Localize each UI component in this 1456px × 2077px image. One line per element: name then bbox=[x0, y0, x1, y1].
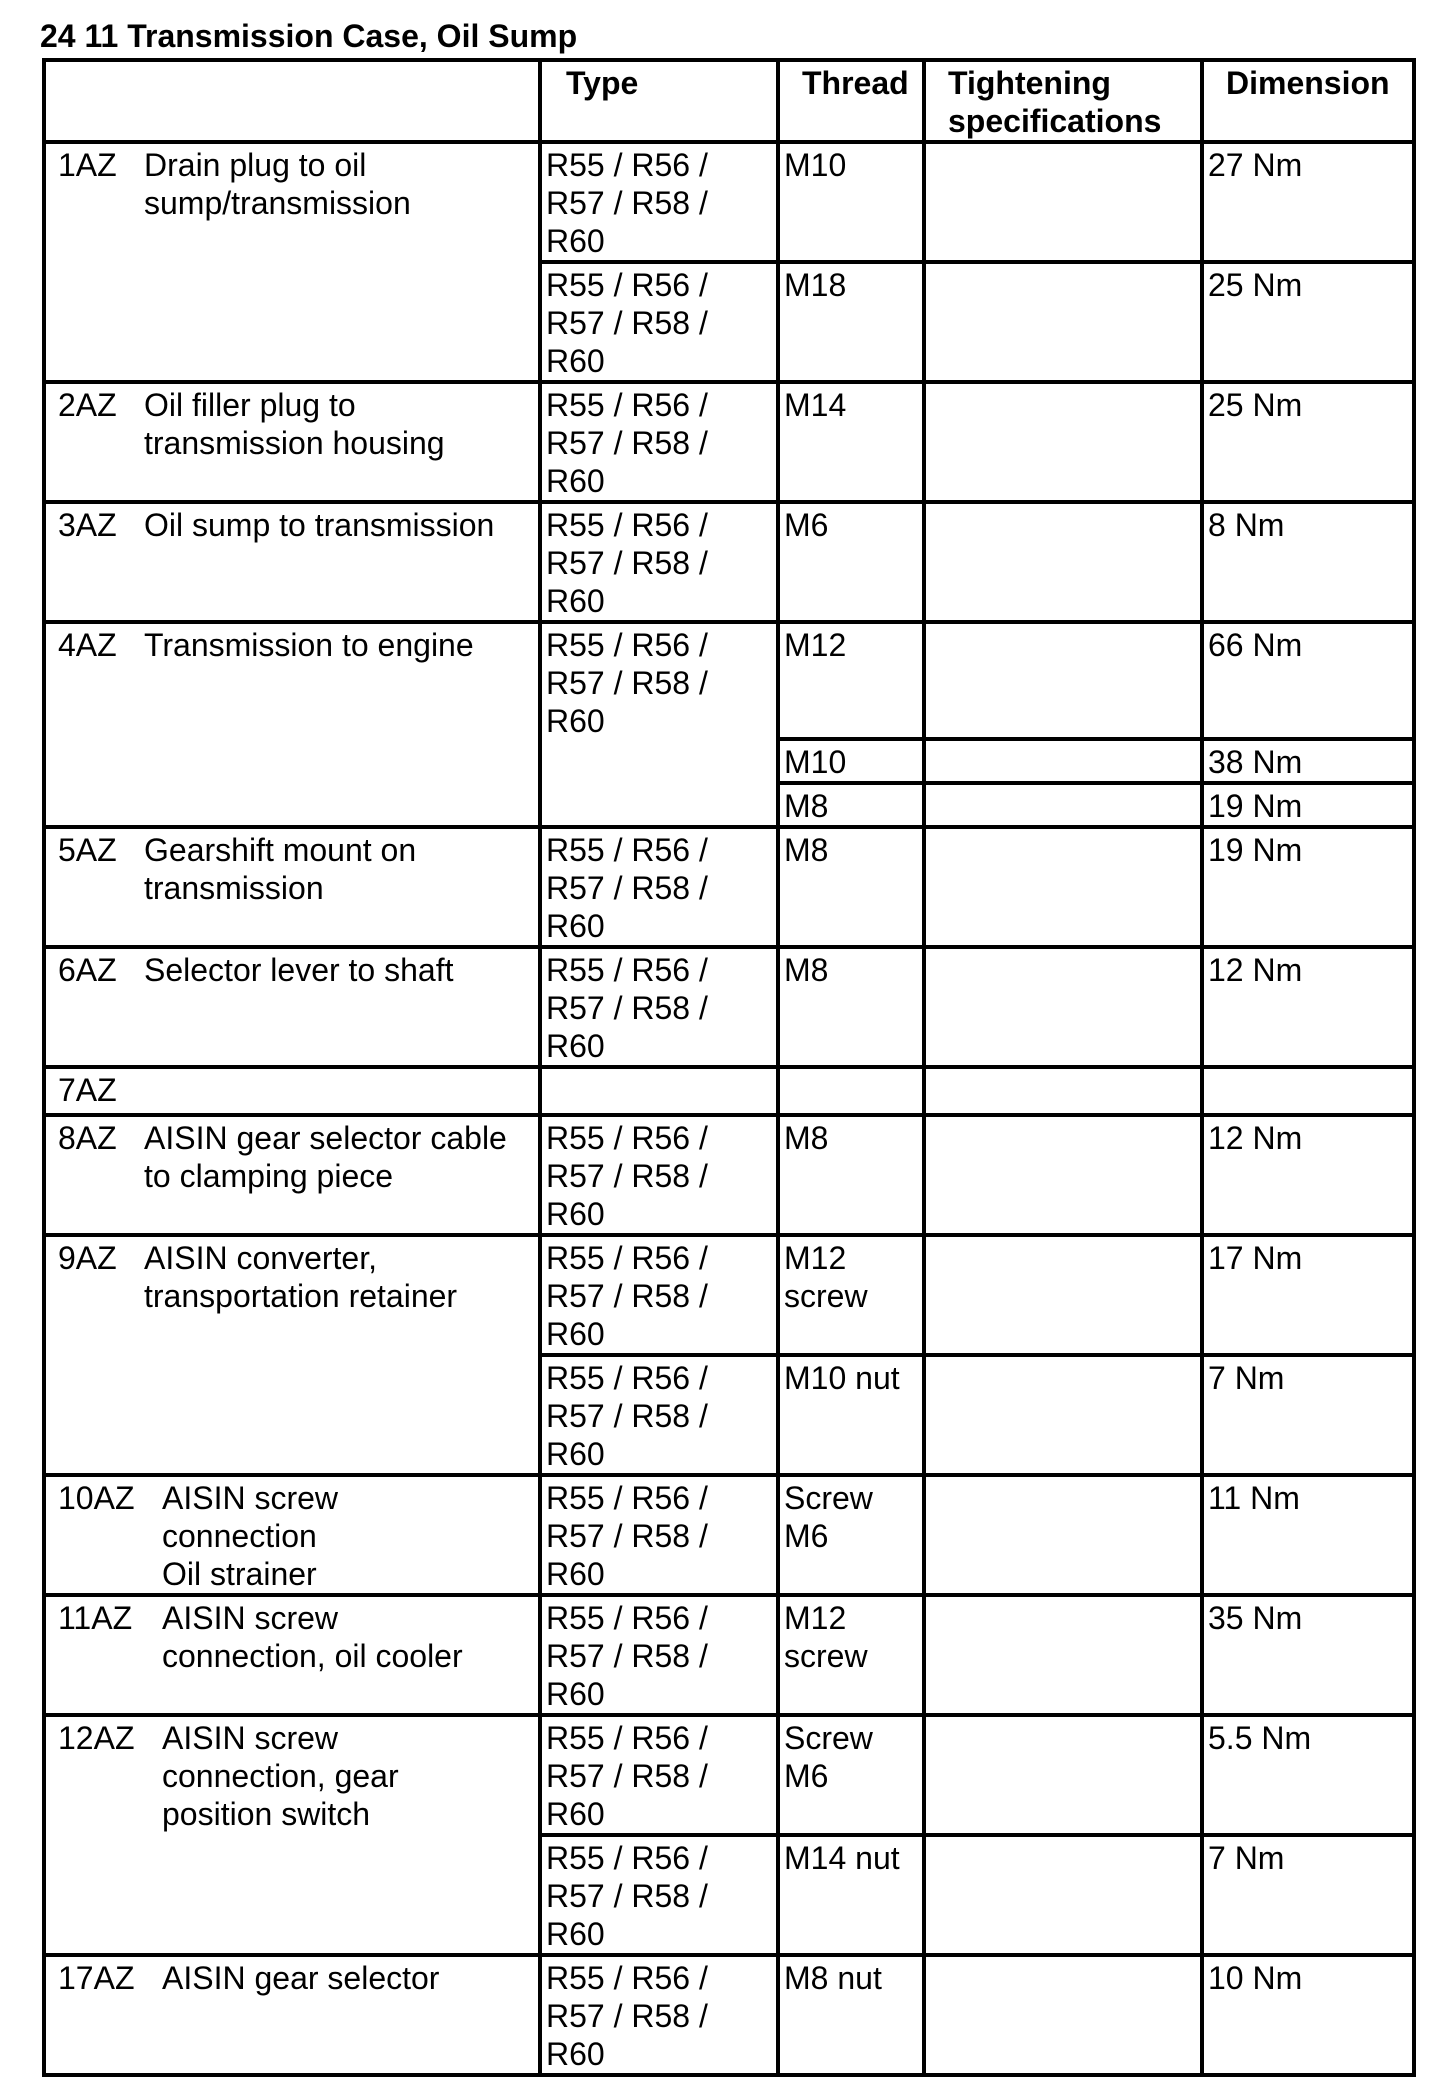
dimension-cell: 10 Nm bbox=[1202, 1955, 1414, 2075]
item-cell: 1AZ Drain plug to oil sump/transmission bbox=[44, 142, 540, 382]
item-cell: 10AZ AISIN screw connection Oil strainer bbox=[44, 1475, 540, 1595]
type-cell: R55 / R56 / R57 / R58 / R60 bbox=[540, 382, 778, 502]
tightening-cell bbox=[924, 262, 1202, 382]
dimension-cell: 25 Nm bbox=[1202, 382, 1414, 502]
thread-cell: M8 nut bbox=[778, 1955, 924, 2075]
table-row bbox=[44, 382, 1414, 502]
thread-cell: M8 bbox=[778, 947, 924, 1067]
dimension-cell: 38 Nm bbox=[1202, 739, 1414, 783]
header-type: Type bbox=[540, 60, 778, 142]
dimension-cell: 5.5 Nm bbox=[1202, 1715, 1414, 1835]
tightening-cell bbox=[924, 739, 1202, 783]
tightening-cell bbox=[924, 1115, 1202, 1235]
tightening-cell bbox=[924, 622, 1202, 739]
item-cell: 9AZ AISIN converter, transportation retainer bbox=[44, 1235, 540, 1475]
type-cell: R55 / R56 / R57 / R58 / R60 bbox=[540, 1835, 778, 1955]
dimension-cell bbox=[1202, 1067, 1414, 1115]
thread-cell: M14 bbox=[778, 382, 924, 502]
type-cell: R55 / R56 / R57 / R58 / R60 bbox=[540, 1955, 778, 2075]
item-cell: 12AZ AISIN screw connection, gear position switch bbox=[44, 1715, 540, 1955]
tightening-cell bbox=[924, 1955, 1202, 2075]
header-dimension: Dimension bbox=[1202, 60, 1414, 142]
type-cell: R55 / R56 / R57 / R58 / R60 bbox=[540, 262, 778, 382]
thread-cell: M8 bbox=[778, 1115, 924, 1235]
table-row bbox=[44, 1115, 1414, 1235]
thread-cell: Screw M6 bbox=[778, 1715, 924, 1835]
item-cell: 7AZ bbox=[44, 1067, 540, 1115]
tightening-cell bbox=[924, 382, 1202, 502]
thread-cell: M18 bbox=[778, 262, 924, 382]
torque-spec-table bbox=[42, 58, 1416, 2077]
type-cell: R55 / R56 / R57 / R58 / R60 bbox=[540, 947, 778, 1067]
dimension-cell: 12 Nm bbox=[1202, 1115, 1414, 1235]
type-cell: R55 / R56 / R57 / R58 / R60 bbox=[540, 827, 778, 947]
type-cell: R55 / R56 / R57 / R58 / R60 bbox=[540, 622, 778, 827]
dimension-cell: 66 Nm bbox=[1202, 622, 1414, 739]
header-row bbox=[44, 60, 1414, 142]
dimension-cell: 27 Nm bbox=[1202, 142, 1414, 262]
thread-cell: M12 screw bbox=[778, 1595, 924, 1715]
thread-cell: M6 bbox=[778, 502, 924, 622]
item-cell: 4AZ Transmission to engine bbox=[44, 622, 540, 827]
header-thread: Thread bbox=[778, 60, 924, 142]
tightening-cell bbox=[924, 1475, 1202, 1595]
type-cell: R55 / R56 / R57 / R58 / R60 bbox=[540, 1115, 778, 1235]
dimension-cell: 7 Nm bbox=[1202, 1835, 1414, 1955]
dimension-cell: 12 Nm bbox=[1202, 947, 1414, 1067]
tightening-cell bbox=[924, 947, 1202, 1067]
type-cell: R55 / R56 / R57 / R58 / R60 bbox=[540, 1235, 778, 1355]
thread-cell: M12 bbox=[778, 622, 924, 739]
dimension-cell: 17 Nm bbox=[1202, 1235, 1414, 1355]
thread-cell: M12 screw bbox=[778, 1235, 924, 1355]
thread-cell: M8 bbox=[778, 783, 924, 827]
header-tightening: Tightening specifications bbox=[924, 60, 1202, 142]
item-cell: 8AZ AISIN gear selector cable to clamping piece bbox=[44, 1115, 540, 1235]
table-row bbox=[44, 502, 1414, 622]
table-row bbox=[44, 1955, 1414, 2075]
type-cell: R55 / R56 / R57 / R58 / R60 bbox=[540, 1715, 778, 1835]
dimension-cell: 25 Nm bbox=[1202, 262, 1414, 382]
table-row bbox=[44, 947, 1414, 1067]
item-cell: 6AZ Selector lever to shaft bbox=[44, 947, 540, 1067]
thread-cell: Screw M6 bbox=[778, 1475, 924, 1595]
type-cell: R55 / R56 / R57 / R58 / R60 bbox=[540, 1475, 778, 1595]
item-cell: 5AZ Gearshift mount on transmission bbox=[44, 827, 540, 947]
dimension-cell: 7 Nm bbox=[1202, 1355, 1414, 1475]
dimension-cell: 8 Nm bbox=[1202, 502, 1414, 622]
tightening-cell bbox=[924, 783, 1202, 827]
tightening-cell bbox=[924, 502, 1202, 622]
table-row bbox=[44, 1715, 1414, 1835]
header-item bbox=[44, 60, 540, 142]
item-cell: 17AZ AISIN gear selector bbox=[44, 1955, 540, 2075]
tightening-cell bbox=[924, 827, 1202, 947]
table-row bbox=[44, 1235, 1414, 1355]
thread-cell bbox=[778, 1067, 924, 1115]
table-row bbox=[44, 622, 1414, 739]
thread-cell: M8 bbox=[778, 827, 924, 947]
type-cell bbox=[540, 1067, 778, 1115]
thread-cell: M14 nut bbox=[778, 1835, 924, 1955]
thread-cell: M10 nut bbox=[778, 1355, 924, 1475]
tightening-cell bbox=[924, 1067, 1202, 1115]
page-title: 24 11 Transmission Case, Oil Sump bbox=[40, 18, 578, 54]
table-row bbox=[44, 1595, 1414, 1715]
tightening-cell bbox=[924, 142, 1202, 262]
dimension-cell: 11 Nm bbox=[1202, 1475, 1414, 1595]
tightening-cell bbox=[924, 1235, 1202, 1355]
tightening-cell bbox=[924, 1355, 1202, 1475]
type-cell: R55 / R56 / R57 / R58 / R60 bbox=[540, 142, 778, 262]
tightening-cell bbox=[924, 1715, 1202, 1835]
tightening-cell bbox=[924, 1595, 1202, 1715]
thread-cell: M10 bbox=[778, 142, 924, 262]
table-row bbox=[44, 827, 1414, 947]
item-cell: 3AZ Oil sump to transmission bbox=[44, 502, 540, 622]
table-row bbox=[44, 142, 1414, 262]
item-cell: 11AZ AISIN screw connection, oil cooler bbox=[44, 1595, 540, 1715]
table-row bbox=[44, 1067, 1414, 1115]
dimension-cell: 35 Nm bbox=[1202, 1595, 1414, 1715]
type-cell: R55 / R56 / R57 / R58 / R60 bbox=[540, 502, 778, 622]
tightening-cell bbox=[924, 1835, 1202, 1955]
dimension-cell: 19 Nm bbox=[1202, 827, 1414, 947]
thread-cell: M10 bbox=[778, 739, 924, 783]
item-cell: 2AZ Oil filler plug to transmission housing bbox=[44, 382, 540, 502]
dimension-cell: 19 Nm bbox=[1202, 783, 1414, 827]
table-row bbox=[44, 1475, 1414, 1595]
type-cell: R55 / R56 / R57 / R58 / R60 bbox=[540, 1595, 778, 1715]
type-cell: R55 / R56 / R57 / R58 / R60 bbox=[540, 1355, 778, 1475]
